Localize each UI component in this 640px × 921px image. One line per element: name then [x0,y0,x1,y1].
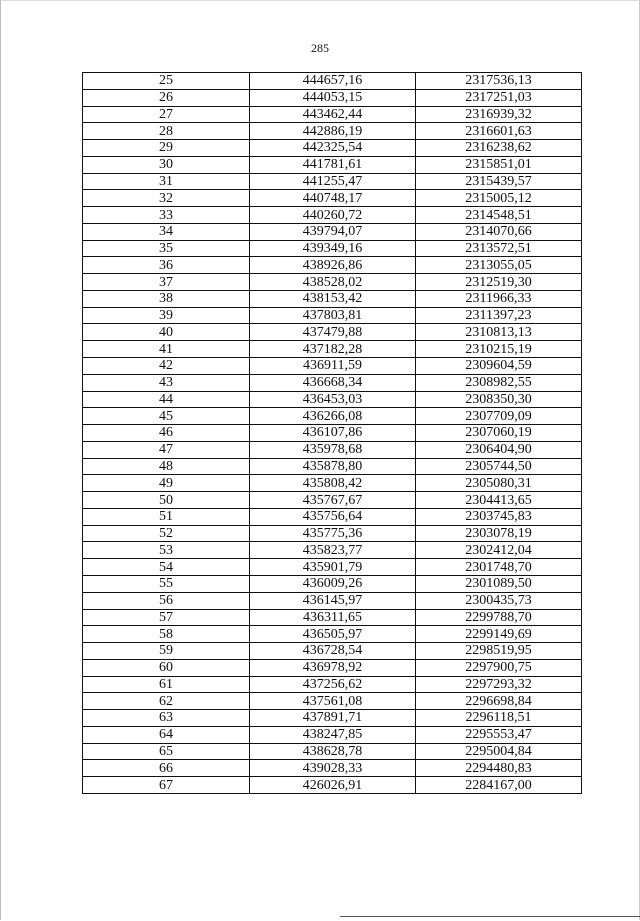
table-row [83,240,582,257]
point-number-cell: 54 [83,559,250,576]
table-row [83,89,582,106]
y-coordinate-cell: 2313055,05 [416,257,582,274]
y-coordinate-cell: 2314548,51 [416,207,582,224]
x-coordinate-cell: 435756,64 [250,508,416,525]
y-coordinate-cell: 2311966,33 [416,290,582,307]
x-coordinate-cell: 436145,97 [250,592,416,609]
x-coordinate-cell: 441255,47 [250,173,416,190]
x-coordinate-cell: 436311,65 [250,609,416,626]
table-row [83,626,582,643]
table-row [83,542,582,559]
y-coordinate-cell: 2310215,19 [416,341,582,358]
y-coordinate-cell: 2284167,00 [416,777,582,794]
x-coordinate-cell: 436668,34 [250,374,416,391]
table-row [83,123,582,140]
x-coordinate-cell: 436728,54 [250,643,416,660]
x-coordinate-cell: 439349,16 [250,240,416,257]
x-coordinate-cell: 436107,86 [250,425,416,442]
point-number-cell: 44 [83,391,250,408]
y-coordinate-cell: 2299788,70 [416,609,582,626]
point-number-cell: 61 [83,676,250,693]
table-row [83,106,582,123]
point-number-cell: 59 [83,643,250,660]
page-bottom-edge [340,916,640,917]
y-coordinate-cell: 2298519,95 [416,643,582,660]
table-row [83,425,582,442]
point-number-cell: 29 [83,140,250,157]
y-coordinate-cell: 2307060,19 [416,425,582,442]
point-number-cell: 34 [83,223,250,240]
point-number-cell: 41 [83,341,250,358]
point-number-cell: 52 [83,525,250,542]
x-coordinate-cell: 437256,62 [250,676,416,693]
y-coordinate-cell: 2297293,32 [416,676,582,693]
x-coordinate-cell: 436266,08 [250,408,416,425]
y-coordinate-cell: 2305744,50 [416,458,582,475]
point-number-cell: 42 [83,358,250,375]
y-coordinate-cell: 2301748,70 [416,559,582,576]
point-number-cell: 63 [83,710,250,727]
coordinates-table-body [83,73,582,794]
point-number-cell: 32 [83,190,250,207]
x-coordinate-cell: 437891,71 [250,710,416,727]
point-number-cell: 43 [83,374,250,391]
table-row [83,358,582,375]
y-coordinate-cell: 2306404,90 [416,441,582,458]
table-row [83,676,582,693]
table-row [83,341,582,358]
table-row [83,760,582,777]
x-coordinate-cell: 435767,67 [250,492,416,509]
y-coordinate-cell: 2315439,57 [416,173,582,190]
table-row [83,324,582,341]
x-coordinate-cell: 435978,68 [250,441,416,458]
point-number-cell: 25 [83,73,250,90]
y-coordinate-cell: 2302412,04 [416,542,582,559]
table-row [83,374,582,391]
table-row [83,391,582,408]
table-row [83,274,582,291]
x-coordinate-cell: 435808,42 [250,475,416,492]
point-number-cell: 28 [83,123,250,140]
y-coordinate-cell: 2310813,13 [416,324,582,341]
point-number-cell: 51 [83,508,250,525]
point-number-cell: 53 [83,542,250,559]
y-coordinate-cell: 2316939,32 [416,106,582,123]
y-coordinate-cell: 2301089,50 [416,575,582,592]
table-row [83,592,582,609]
table-row [83,290,582,307]
table-row [83,743,582,760]
x-coordinate-cell: 435901,79 [250,559,416,576]
point-number-cell: 40 [83,324,250,341]
table-row [83,693,582,710]
x-coordinate-cell: 437561,08 [250,693,416,710]
table-row [83,525,582,542]
table-row [83,257,582,274]
x-coordinate-cell: 436505,97 [250,626,416,643]
table-row [83,726,582,743]
table-row [83,73,582,90]
y-coordinate-cell: 2303745,83 [416,508,582,525]
y-coordinate-cell: 2315851,01 [416,156,582,173]
y-coordinate-cell: 2311397,23 [416,307,582,324]
point-number-cell: 64 [83,726,250,743]
point-number-cell: 39 [83,307,250,324]
y-coordinate-cell: 2303078,19 [416,525,582,542]
point-number-cell: 49 [83,475,250,492]
point-number-cell: 67 [83,777,250,794]
x-coordinate-cell: 438247,85 [250,726,416,743]
x-coordinate-cell: 439028,33 [250,760,416,777]
point-number-cell: 36 [83,257,250,274]
y-coordinate-cell: 2295004,84 [416,743,582,760]
point-number-cell: 56 [83,592,250,609]
point-number-cell: 55 [83,575,250,592]
x-coordinate-cell: 444053,15 [250,89,416,106]
x-coordinate-cell: 436453,03 [250,391,416,408]
y-coordinate-cell: 2316238,62 [416,140,582,157]
y-coordinate-cell: 2304413,65 [416,492,582,509]
x-coordinate-cell: 435878,80 [250,458,416,475]
x-coordinate-cell: 437479,88 [250,324,416,341]
y-coordinate-cell: 2314070,66 [416,223,582,240]
table-row [83,156,582,173]
x-coordinate-cell: 443462,44 [250,106,416,123]
table-row [83,575,582,592]
table-row [83,223,582,240]
table-row [83,441,582,458]
point-number-cell: 65 [83,743,250,760]
table-row [83,609,582,626]
point-number-cell: 27 [83,106,250,123]
table-row [83,508,582,525]
x-coordinate-cell: 436978,92 [250,659,416,676]
point-number-cell: 48 [83,458,250,475]
table-row [83,643,582,660]
x-coordinate-cell: 441781,61 [250,156,416,173]
point-number-cell: 35 [83,240,250,257]
x-coordinate-cell: 440260,72 [250,207,416,224]
x-coordinate-cell: 439794,07 [250,223,416,240]
x-coordinate-cell: 436911,59 [250,358,416,375]
x-coordinate-cell: 444657,16 [250,73,416,90]
y-coordinate-cell: 2317251,03 [416,89,582,106]
y-coordinate-cell: 2305080,31 [416,475,582,492]
point-number-cell: 46 [83,425,250,442]
table-row [83,307,582,324]
y-coordinate-cell: 2296118,51 [416,710,582,727]
y-coordinate-cell: 2309604,59 [416,358,582,375]
y-coordinate-cell: 2308350,30 [416,391,582,408]
table-row [83,659,582,676]
table-row [83,458,582,475]
x-coordinate-cell: 442325,54 [250,140,416,157]
point-number-cell: 58 [83,626,250,643]
y-coordinate-cell: 2315005,12 [416,190,582,207]
point-number-cell: 57 [83,609,250,626]
point-number-cell: 33 [83,207,250,224]
y-coordinate-cell: 2307709,09 [416,408,582,425]
point-number-cell: 66 [83,760,250,777]
x-coordinate-cell: 440748,17 [250,190,416,207]
x-coordinate-cell: 442886,19 [250,123,416,140]
x-coordinate-cell: 438926,86 [250,257,416,274]
y-coordinate-cell: 2297900,75 [416,659,582,676]
point-number-cell: 37 [83,274,250,291]
table-row [83,475,582,492]
x-coordinate-cell: 437182,28 [250,341,416,358]
point-number-cell: 62 [83,693,250,710]
point-number-cell: 50 [83,492,250,509]
x-coordinate-cell: 435823,77 [250,542,416,559]
x-coordinate-cell: 426026,91 [250,777,416,794]
y-coordinate-cell: 2294480,83 [416,760,582,777]
x-coordinate-cell: 438153,42 [250,290,416,307]
y-coordinate-cell: 2317536,13 [416,73,582,90]
y-coordinate-cell: 2300435,73 [416,592,582,609]
x-coordinate-cell: 438528,02 [250,274,416,291]
page-number: 285 [311,41,329,55]
point-number-cell: 26 [83,89,250,106]
x-coordinate-cell: 438628,78 [250,743,416,760]
point-number-cell: 45 [83,408,250,425]
table-row [83,140,582,157]
point-number-cell: 31 [83,173,250,190]
point-number-cell: 38 [83,290,250,307]
y-coordinate-cell: 2312519,30 [416,274,582,291]
table-row [83,408,582,425]
x-coordinate-cell: 435775,36 [250,525,416,542]
x-coordinate-cell: 437803,81 [250,307,416,324]
table-row [83,777,582,794]
table-row [83,207,582,224]
table-row [83,710,582,727]
point-number-cell: 60 [83,659,250,676]
y-coordinate-cell: 2316601,63 [416,123,582,140]
y-coordinate-cell: 2295553,47 [416,726,582,743]
coordinates-table [82,72,582,794]
x-coordinate-cell: 436009,26 [250,575,416,592]
table-row [83,173,582,190]
table-row [83,190,582,207]
point-number-cell: 30 [83,156,250,173]
y-coordinate-cell: 2299149,69 [416,626,582,643]
table-row [83,492,582,509]
y-coordinate-cell: 2308982,55 [416,374,582,391]
point-number-cell: 47 [83,441,250,458]
y-coordinate-cell: 2313572,51 [416,240,582,257]
table-row [83,559,582,576]
y-coordinate-cell: 2296698,84 [416,693,582,710]
